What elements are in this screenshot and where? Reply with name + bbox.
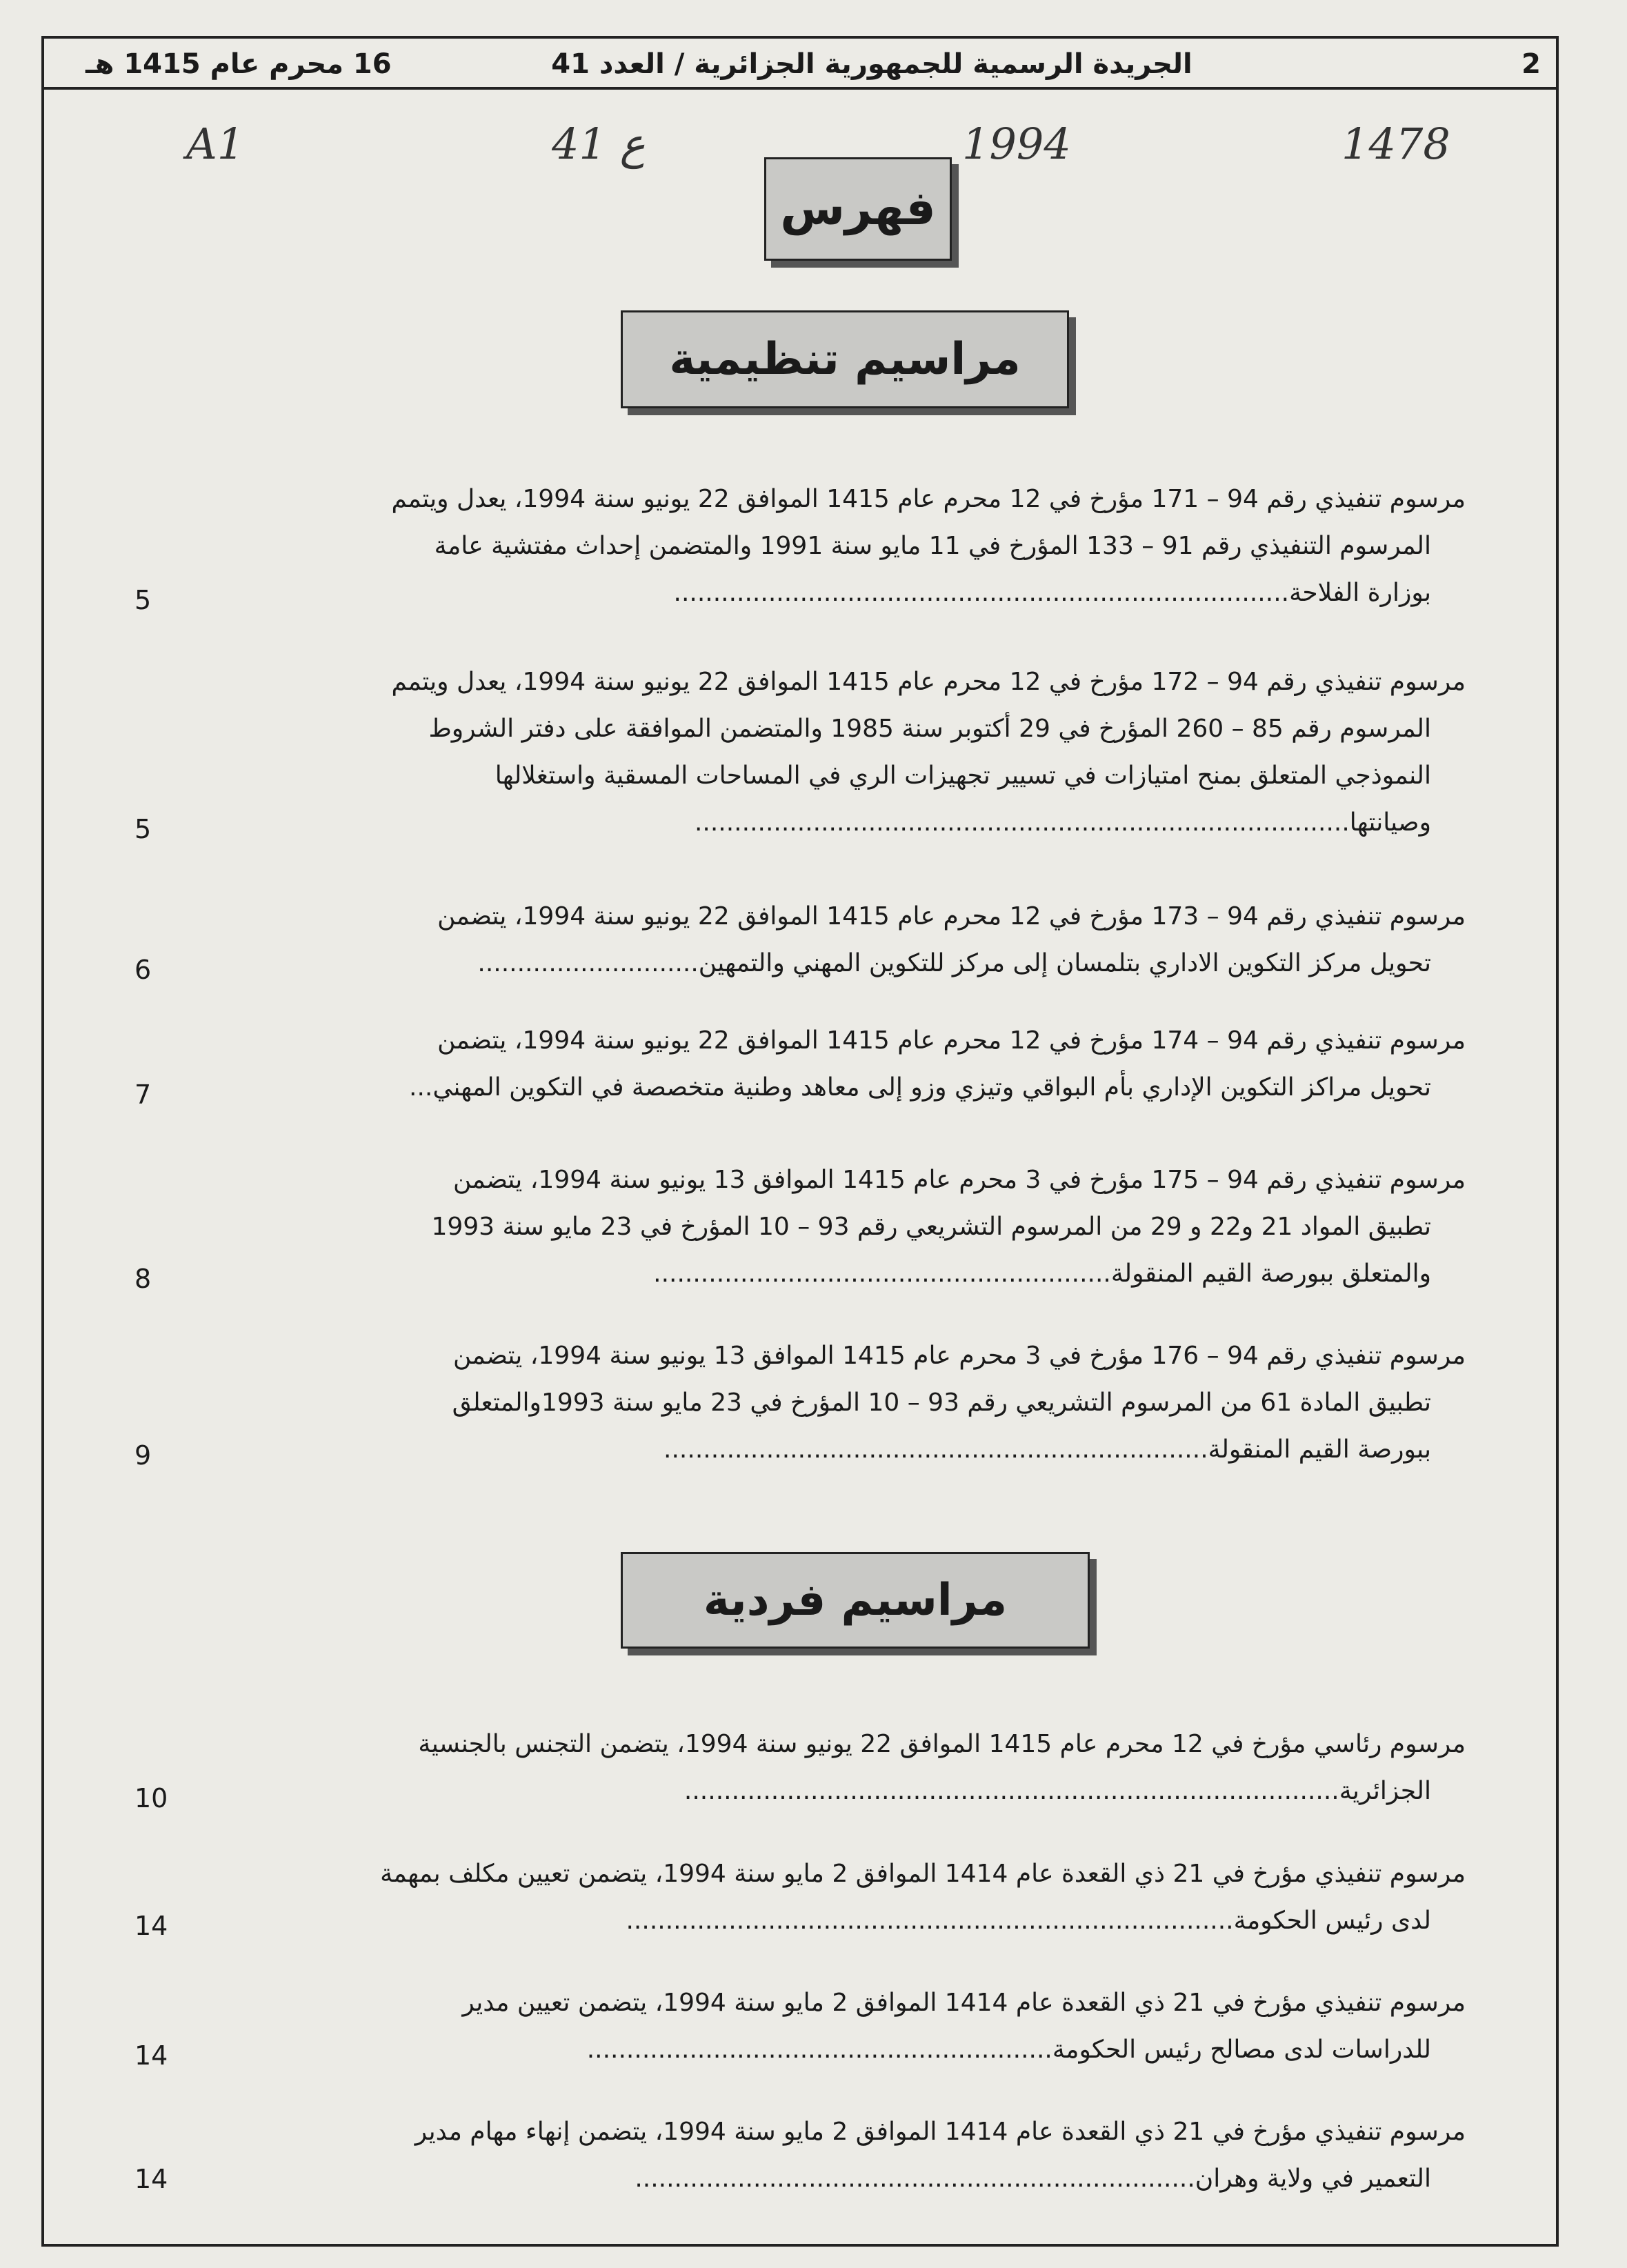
toc-entry — [138, 659, 1466, 846]
toc-page-number: 8 — [134, 1264, 152, 1294]
toc-entry-line: مرسوم تنفيذي رقم 94 – 172 مؤرخ في 12 محرم عام 1415 الموافق 22 يونيو سنة 1994، يعدل ويتمم — [391, 668, 1466, 696]
toc-entry-line: مرسوم تنفيذي رقم 94 – 171 مؤرخ في 12 محرم عام 1415 الموافق 22 يونيو سنة 1994، يعدل ويتمم — [391, 485, 1466, 513]
toc-entry-line: تحويل مركز التكوين الاداري بتلمسان إلى مركز للتكوين المهني والتمهين............................ — [477, 949, 1431, 977]
toc-entry-line: التعمير في ولاية وهران....................................................................... — [635, 2165, 1431, 2193]
toc-entry-line: مرسوم رئاسي مؤرخ في 12 محرم عام 1415 الموافق 22 يونيو سنة 1994، يتضمن التجنس بالجنسية — [418, 1730, 1466, 1758]
header-date: 16 محرم عام 1415 هـ — [86, 48, 392, 80]
toc-entry — [138, 1980, 1466, 2073]
toc-entry-line: الجزائرية................................................................................... — [683, 1777, 1431, 1805]
toc-page-number: 5 — [134, 585, 152, 615]
toc-page-number: 14 — [134, 1911, 168, 1941]
toc-entry-line: مرسوم تنفيذي رقم 94 – 173 مؤرخ في 12 محرم عام 1415 الموافق 22 يونيو سنة 1994، يتضمن — [437, 902, 1466, 931]
handwritten-note-d: 1478 — [1341, 119, 1450, 169]
toc-entry — [138, 1157, 1466, 1297]
toc-entry-line: مرسوم تنفيذي رقم 94 – 174 مؤرخ في 12 محرم عام 1415 الموافق 22 يونيو سنة 1994، يتضمن — [437, 1026, 1466, 1055]
toc-entry-line: تطبيق المادة 61 من المرسوم التشريعي رقم 93 – 10 المؤرخ في 23 مايو سنة 1993والمتعلق — [452, 1389, 1431, 1417]
toc-entry — [138, 893, 1466, 987]
toc-entry-line: للدراسات لدى مصالح رئيس الحكومة........................................................... — [586, 2036, 1431, 2064]
toc-entry — [138, 1017, 1466, 1111]
contents-title: فهرس — [764, 157, 952, 261]
toc-page-number: 7 — [134, 1080, 152, 1110]
toc-entry-line: تطبيق المواد 21 و22 و 29 من المرسوم التشريعي رقم 93 – 10 المؤرخ في 23 مايو سنة 1993 — [431, 1213, 1431, 1241]
toc-page-number: 14 — [134, 2164, 168, 2194]
toc-entry — [138, 1721, 1466, 1815]
toc-page-number: 9 — [134, 1440, 152, 1471]
toc-page-number: 5 — [134, 814, 152, 844]
handwritten-note-a: A1 — [186, 119, 245, 169]
toc-entry-line: بوزارة الفلاحة.............................................................................. — [673, 579, 1431, 607]
toc-entry — [138, 476, 1466, 617]
toc-entry-line: مرسوم تنفيذي مؤرخ في 21 ذي القعدة عام 1414 الموافق 2 مايو سنة 1994، يتضمن تعيين مدير — [462, 1989, 1466, 2017]
toc-page-number: 10 — [134, 1783, 168, 1813]
toc-entry-line: مرسوم تنفيذي مؤرخ في 21 ذي القعدة عام 1414 الموافق 2 مايو سنة 1994، يتضمن إنهاء مهام مدير — [415, 2118, 1466, 2146]
page-header — [44, 39, 1556, 90]
toc-page-number: 6 — [134, 955, 152, 985]
section-regulatory-decrees: مراسيم تنظيمية — [621, 310, 1069, 408]
toc-entry-line: والمتعلق ببورصة القيم المنقولة.......................................................... — [653, 1260, 1431, 1288]
toc-entry — [138, 1851, 1466, 1944]
section-individual-decrees: مراسيم فردية — [621, 1552, 1090, 1649]
toc-entry-line: المرسوم رقم 85 – 260 المؤرخ في 29 أكتوبر سنة 1985 والمتضمن الموافقة على دفتر الشروط — [428, 715, 1431, 743]
handwritten-note-c: 1994 — [962, 119, 1071, 169]
toc-entry-line: المرسوم التنفيذي رقم 91 – 133 المؤرخ في 11 مايو سنة 1991 والمتضمن إحداث مفتشية عامة — [434, 532, 1431, 560]
handwritten-note-b: 41 ع — [552, 119, 646, 169]
toc-entry-line: لدى رئيس الحكومة............................................................................. — [626, 1907, 1431, 1935]
toc-entry-line: ببورصة القيم المنقولة..................................................................... — [663, 1435, 1431, 1464]
toc-entry-line: تحويل مراكز التكوين الإداري بأم البواقي وتيزي وزو إلى معاهد وطنية متخصصة في التكوين المهني... — [409, 1073, 1431, 1102]
toc-entry-line: مرسوم تنفيذي رقم 94 – 175 مؤرخ في 3 محرم عام 1415 الموافق 13 يونيو سنة 1994، يتضمن — [453, 1166, 1466, 1194]
toc-entry — [138, 2109, 1466, 2202]
page-number: 2 — [1521, 48, 1541, 80]
toc-entry-line: وصيانتها................................................................................... — [694, 808, 1431, 837]
toc-page-number: 14 — [134, 2040, 168, 2071]
toc-entry-line: مرسوم تنفيذي مؤرخ في 21 ذي القعدة عام 1414 الموافق 2 مايو سنة 1994، يتضمن تعيين مكلف بمهمة — [380, 1860, 1466, 1888]
toc-entry-line: مرسوم تنفيذي رقم 94 – 176 مؤرخ في 3 محرم عام 1415 الموافق 13 يونيو سنة 1994، يتضمن — [453, 1342, 1466, 1370]
gazette-title: الجريدة الرسمية للجمهورية الجزائرية / العدد 41 — [551, 48, 1192, 80]
toc-entry — [138, 1333, 1466, 1473]
toc-entry-line: النموذجي المتعلق بمنح امتيازات في تسيير تجهيزات الري في المساحات المسقية واستغلالها — [495, 762, 1431, 790]
